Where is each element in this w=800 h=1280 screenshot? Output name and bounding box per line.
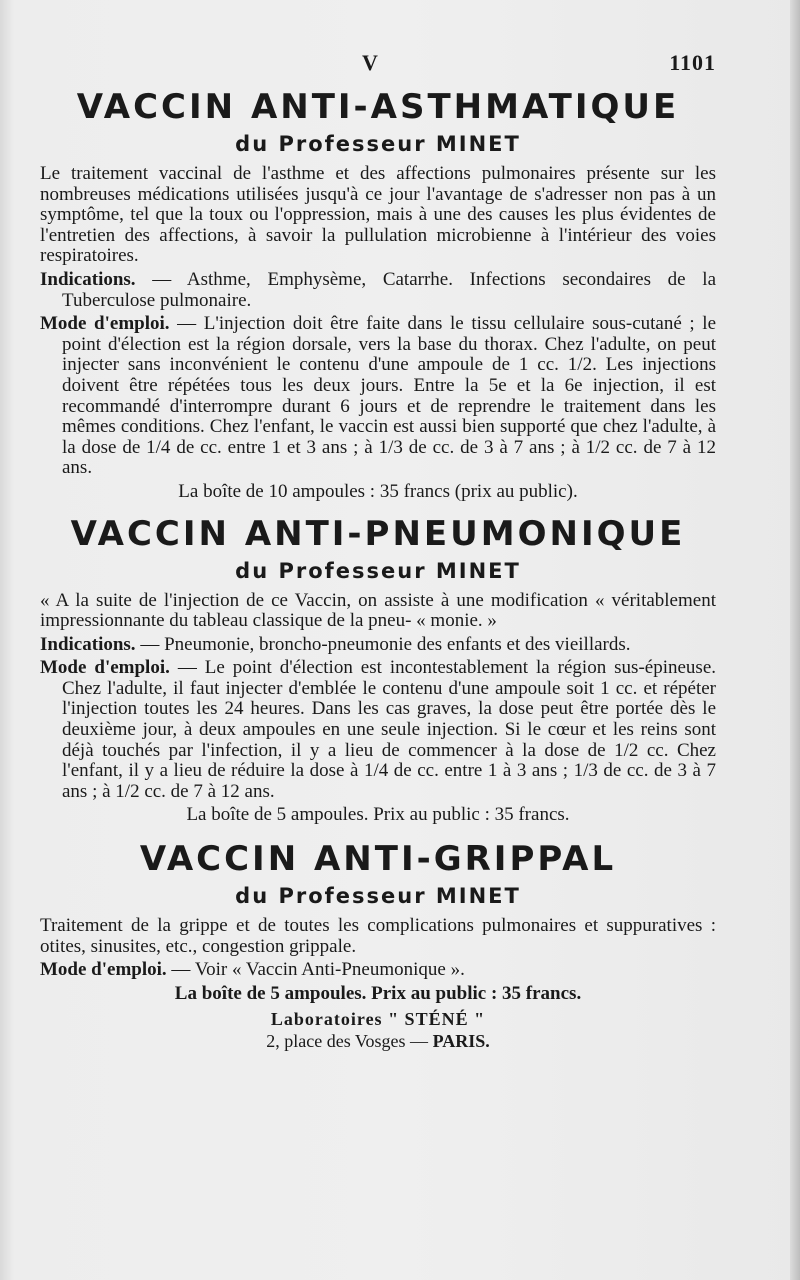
section-subtitle: du Professeur MINET bbox=[235, 558, 521, 583]
indications-paragraph bbox=[40, 270, 716, 311]
signature-mark: V bbox=[362, 50, 378, 75]
mode-paragraph bbox=[40, 658, 716, 802]
mode-text: — Le point d'élection est incontestablement la région sus-épineuse. Chez l'adulte, il faut injecter d'emblée le contenu d'une ampoule soit 1 cc. et répéter l'injection toutes les 24 heures. Dans les cas graves, la dose peut être portée dès le deuxième jour, à deux ampoules en une seule injection. Si le cœur et les reins sont déjà touchés par l'infection, il y a lieu de commencer à la dose de 1/2 cc. Chez l'enfant, il y a lieu de réduire la dose à 1/4 de cc. entre 1 à 3 ans ; 1/3 de cc. de 3 à 7 ans ; à 1/2 cc. de 7 à 12 ans. bbox=[62, 657, 716, 802]
indications-text: — Pneumonie, broncho-pneumonie des enfants et des vieillards. bbox=[140, 633, 631, 655]
laboratory-name: Laboratoires " STÉNÉ " bbox=[270, 1009, 486, 1030]
page-header bbox=[40, 50, 716, 78]
section-quote: « A la suite de l'injection de ce Vaccin, on assiste à une modification « véritablement impressionnante du tableau classique de la pneu- « monie. » bbox=[40, 589, 716, 632]
mode-paragraph bbox=[40, 960, 716, 981]
address-street: 2, place des Vosges — bbox=[266, 1031, 429, 1052]
section-intro: Traitement de la grippe et de toutes les complications pulmonaires et suppuratives : otites, sinusites, etc., congestion grippale. bbox=[40, 915, 716, 957]
price-line: La boîte de 10 ampoules : 35 francs (prix au public). bbox=[178, 480, 578, 502]
mode-text: — Voir « Vaccin Anti-Pneumonique ». bbox=[171, 959, 465, 981]
mode-label: Mode d'emploi. bbox=[40, 313, 170, 335]
price-line: La boîte de 5 ampoules. Prix au public : 35 francs. bbox=[174, 982, 582, 1004]
section-title: VACCIN ANTI-GRIPPAL bbox=[139, 839, 617, 880]
page-edge bbox=[790, 0, 800, 1280]
laboratory-address bbox=[40, 1030, 716, 1052]
indications-label: Indications. bbox=[40, 268, 136, 290]
indications-label: Indications. bbox=[40, 633, 136, 655]
section-subtitle: du Professeur MINET bbox=[235, 132, 521, 156]
section-title: VACCIN ANTI-PNEUMONIQUE bbox=[70, 513, 686, 554]
section-intro: Le traitement vaccinal de l'asthme et des affections pulmonaires présente sur les nombreuses médications utilisées jusqu'à ce jour l'avantage de s'adresser non pas à un symptôme, tel que la toux ou l'oppression, mais à une des causes les plus évidentes de l'entretien des affections, à savoir la pullulation microbienne à l'intérieur des voies respiratoires. bbox=[40, 163, 716, 267]
indications-paragraph bbox=[40, 635, 716, 656]
section-anti-pneumonique bbox=[40, 511, 716, 827]
indications-text: — Asthme, Emphysème, Catarrhe. Infections secondaires de la Tuberculose pulmonaire. bbox=[62, 268, 716, 311]
section-title: VACCIN ANTI-ASTHMATIQUE bbox=[76, 87, 680, 127]
mode-text: — L'injection doit être faite dans le tissu cellulaire sous-cutané ; le point d'élection est la région dorsale, vers la base du thorax. Chez l'adulte, on peut injecter sans inconvénient le contenu d'une ampoule de 1 cc. 1/2. Les injections doivent être répétées tous les deux jours. Entre la 5e et la 6e injection, il est recommandé d'interrompre durant 6 jours et de reprendre le traitement dans les mêmes conditions. Chez l'enfant, le vaccin est aussi bien supporté que chez l'adulte, à la dose de 1/4 de cc. entre 1 et 3 ans ; à 1/3 de cc. de 3 à 7 ans ; à 1/2 cc. de 7 à 12 ans. bbox=[62, 313, 717, 479]
address-city: PARIS. bbox=[432, 1031, 490, 1052]
page-number: 1101 bbox=[669, 50, 716, 75]
mode-label: Mode d'emploi. bbox=[40, 959, 167, 981]
price-line: La boîte de 5 ampoules. Prix au public : 35 francs. bbox=[186, 804, 570, 826]
section-anti-grippal bbox=[40, 836, 716, 1004]
mode-paragraph bbox=[40, 314, 716, 479]
section-subtitle: du Professeur MINET bbox=[235, 884, 521, 909]
section-anti-asthmatique bbox=[40, 84, 716, 503]
page-content bbox=[40, 84, 716, 1052]
mode-label: Mode d'emploi. bbox=[40, 657, 170, 679]
